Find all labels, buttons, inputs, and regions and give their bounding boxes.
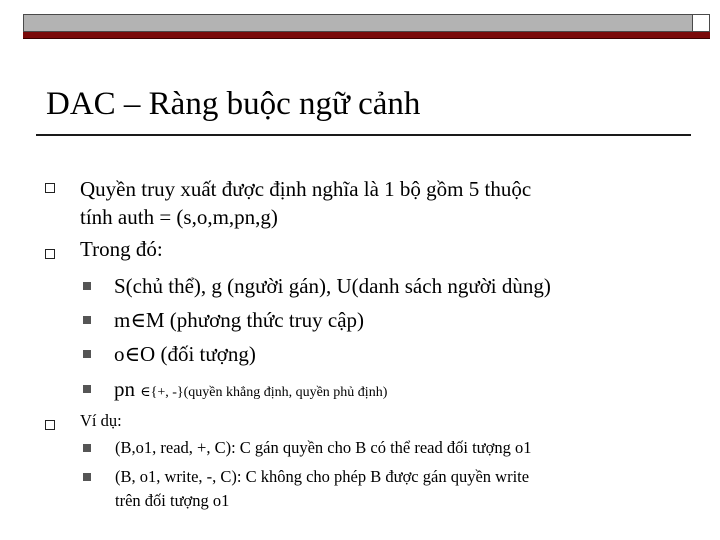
header-red-line (23, 32, 710, 39)
list-item-line: trên đối tượng o1 (115, 491, 230, 510)
list-item-main: pn (114, 377, 141, 401)
title-underline (36, 134, 691, 136)
header-square-box (692, 14, 710, 32)
filled-square-bullet-icon (83, 350, 91, 358)
hollow-square-bullet-icon (45, 420, 55, 430)
list-item-small: ∈{+, -}(quyền khẳng định, quyền phủ định) (140, 385, 388, 400)
list-item-line: tính auth = (s,o,m,pn,g) (80, 205, 278, 229)
list-item-line: (B, o1, write, -, C): C không cho phép B được gán quyền write (115, 467, 530, 486)
list-item: Trong đó: (80, 237, 163, 261)
list-item: S(chủ thể), g (người gán), U(danh sách người dùng) (114, 274, 551, 298)
hollow-square-bullet-icon (45, 183, 55, 193)
slide-header-bar (23, 14, 710, 32)
list-item: o∈O (đối tượng) (114, 342, 256, 366)
filled-square-bullet-icon (83, 316, 91, 324)
list-item: (B,o1, read, +, C): C gán quyền cho B có thể read đối tượng o1 (115, 438, 532, 457)
filled-square-bullet-icon (83, 385, 91, 393)
list-item: Ví dụ: (80, 411, 122, 430)
header-grey-band (23, 14, 692, 32)
list-item: m∈M (phương thức truy cập) (114, 308, 365, 332)
slide-title: DAC – Ràng buộc ngữ cảnh (46, 86, 421, 122)
list-item-line: Quyền truy xuất được định nghĩa là 1 bộ gồm 5 thuộc (80, 177, 532, 201)
filled-square-bullet-icon (83, 473, 91, 481)
list-item (114, 376, 387, 406)
filled-square-bullet-icon (83, 282, 91, 290)
filled-square-bullet-icon (83, 444, 91, 452)
hollow-square-bullet-icon (45, 249, 55, 259)
